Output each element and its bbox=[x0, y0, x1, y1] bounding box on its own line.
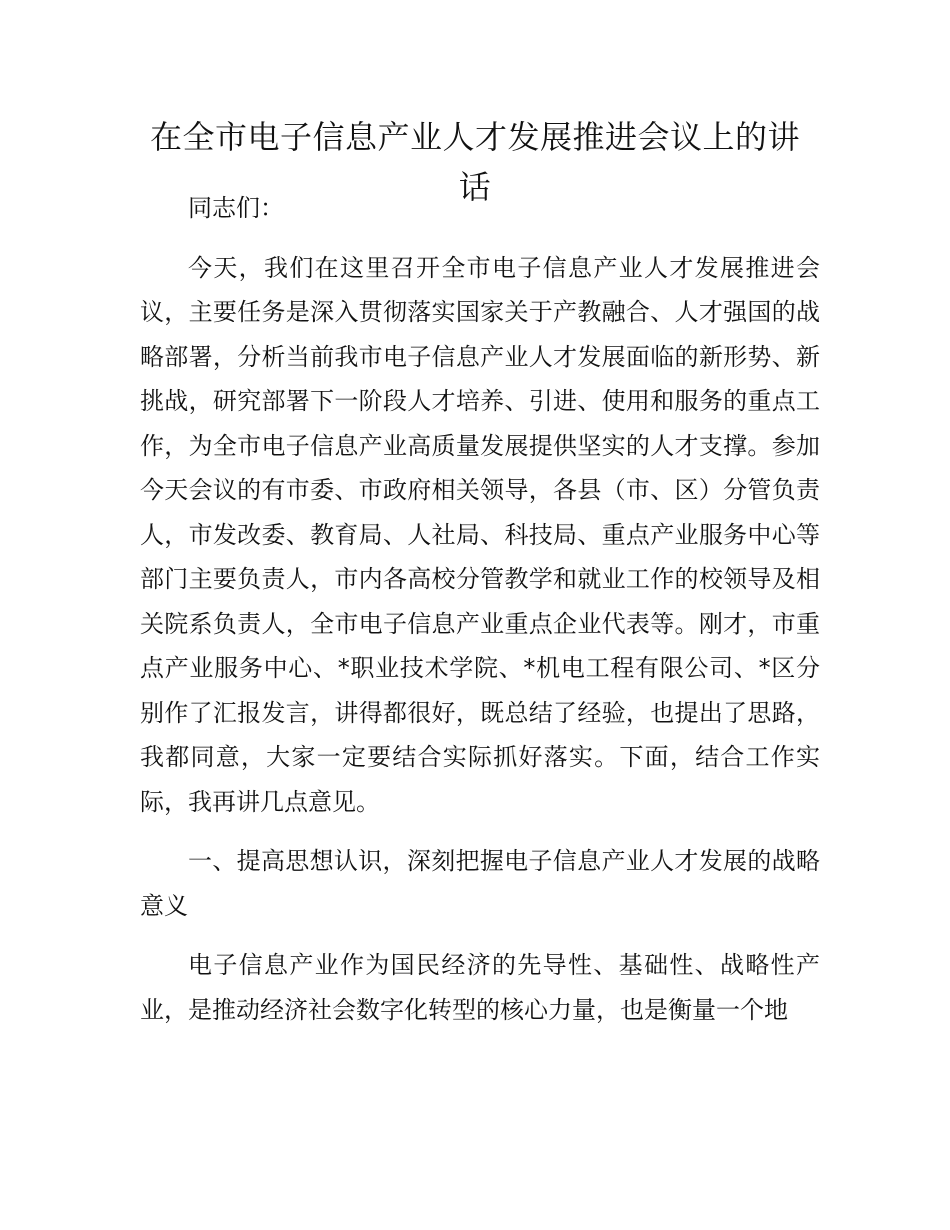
document-title: 在全市电子信息产业人才发展推进会议上的讲话 bbox=[149, 118, 800, 206]
paragraph-section-1: 电子信息产业作为国民经济的先导性、基础性、战略性产业，是推动经济社会数字化转型的核心力量，也是衡量一个地 bbox=[140, 951, 820, 1024]
section-heading-1: 一、提高思想认识，深刻把握电子信息产业人才发展的战略意义 bbox=[140, 847, 820, 920]
salutation: 同志们： bbox=[188, 194, 284, 222]
document-body bbox=[140, 186, 820, 1032]
paragraph-intro: 今天，我们在这里召开全市电子信息产业人才发展推进会议，主要任务是深入贯彻落实国家关于产教融合、人才强国的战略部署，分析当前我市电子信息产业人才发展面临的新形势、新挑战，研究部署下一阶段人才培养、引进、使用和服务的重点工作，为全市电子信息产业高质量发展提供坚实的人才支撑。参加今天会议的有市委、市政府相关领导，各县（市、区）分管负责人，市发改委、教育局、人社局、科技局、重点产业服务中心等部门主要负责人，市内各高校分管教学和就业工作的校领导及相关院系负责人，全市电子信息产业重点企业代表等。刚才，市重点产业服务中心、*职业技术学院、*机电工程有限公司、*区分别作了汇报发言，讲得都很好，既总结了经验，也提出了思路，我都同意，大家一定要结合实际抓好落实。下面，结合工作实际，我再讲几点意见。 bbox=[140, 253, 820, 816]
